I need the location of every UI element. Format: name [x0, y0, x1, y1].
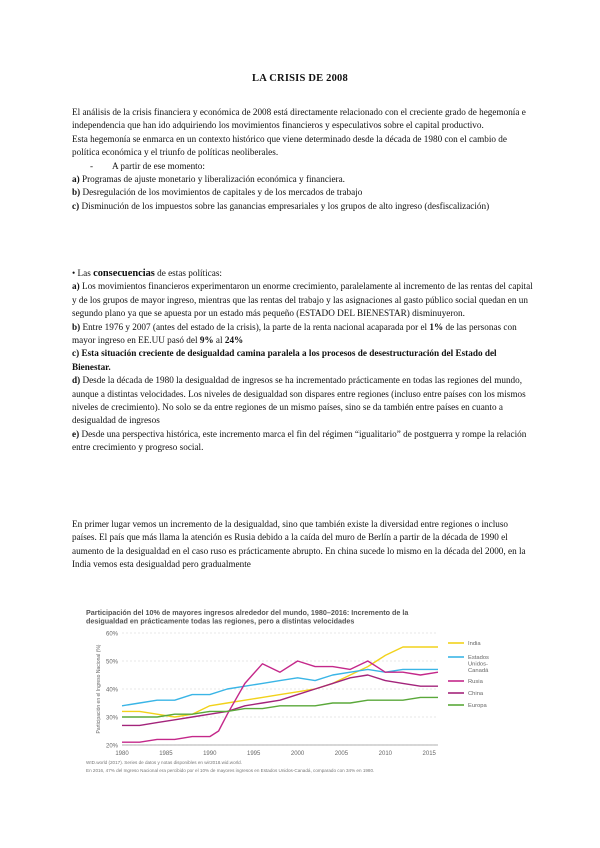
- chart-x-tick-label: 1980: [115, 751, 129, 757]
- chart-series-line-2: [122, 661, 438, 742]
- chart-y-tick-label: 40%: [105, 687, 118, 694]
- item-b-label: b): [72, 187, 81, 198]
- consequence-c: [72, 347, 534, 374]
- consequence-b-text-2: de las personas con mayor ingreso en EE.UU pasó del: [72, 321, 517, 346]
- consequence-d-text: Desde la década de 1980 la desigualdad de ingresos se ha incrementado prácticamente en todas las regiones del mundo, aunque a distintas velocidades. Los niveles de desigualdad son dispares entre regiones (incluso entre países con los mismos niveles de crecimiento). No solo se da entre regiones de un mismo países, sino se da también entre países en cuanto a desigualdad de ingresos: [72, 375, 526, 426]
- lead-bold: consecuencias: [93, 268, 155, 279]
- final-paragraph: En primer lugar vemos un incremento de la desigualdad, sino que también existe la diversidad entre regiones o incluso países. El país que más llama la atención es Rusia debido a la caída del muro de Berlín a partir de la década de 1990 el aumento de la desigualdad en el caso ruso es prácticamente abrupto. En china sucede lo mismo en la década del 2000, en la India vemos esta desigualdad pero gradualmente: [72, 519, 526, 570]
- inequality-chart: [86, 607, 540, 779]
- chart-x-tick-label: 2015: [422, 751, 436, 757]
- chart-legend-label: China: [468, 691, 484, 697]
- chart-legend-label: India: [468, 641, 481, 647]
- consequence-d-label: d): [72, 375, 81, 386]
- dash-mark: -: [90, 160, 94, 171]
- intro-section: [72, 106, 534, 213]
- consequence-e: [72, 428, 534, 455]
- consequences-lead: [72, 267, 534, 280]
- chart-y-axis-label: Participación en el Ingreso Nacional (%): [96, 644, 102, 734]
- chart-note: WID.world (2017). Series de datos y notas disponibles en wir2018.wid.world.: [86, 760, 243, 765]
- chart-x-tick-label: 2005: [334, 751, 349, 757]
- document-title: LA CRISIS DE 2008: [252, 73, 348, 84]
- consequence-e-label: e): [72, 428, 80, 439]
- chart-x-tick-label: 1995: [246, 751, 261, 757]
- item-c-label: c): [72, 200, 80, 211]
- dash-text: A partir de ese momento:: [112, 160, 205, 171]
- consequence-a-text: Los movimientos financieros experimentaron un enorme crecimiento, paralelamente al incremento de las rentas del capital y de los grupos de mayor ingreso, mientras que las rentas del trabajo y las asignaciones al gasto público social quedan en un segundo plano ya que se apuesta por un estado más pequeño (ESTADO DEL BIENESTAR) disminuyeron.: [72, 281, 533, 319]
- consequence-d: [72, 374, 534, 428]
- consequence-c-label: c): [72, 348, 80, 359]
- chart-y-tick-label: 50%: [105, 659, 118, 666]
- consequence-b-text-3: al: [213, 335, 225, 346]
- chart-y-tick-label: 20%: [105, 743, 118, 750]
- intro-item-a: [72, 173, 534, 186]
- chart-legend-label: Rusia: [468, 679, 483, 685]
- consequence-e-text: Desde una perspectiva histórica, este incremento marca el fin del régimen “igualitario” de postguerra y rompe la relación entre crecimiento y progreso social.: [72, 428, 527, 453]
- consequence-b-bold-3: 24%: [224, 335, 244, 346]
- item-c-text: Disminución de los impuestos sobre las ganancias empresariales y los grupos de alto ingreso (desfiscalización): [79, 200, 490, 211]
- lead-pre: • Las: [72, 268, 94, 278]
- intro-paragraph-2: Esta hegemonía se enmarca en un contexto histórico que viene determinado desde la década de 1980 con el cambio de política económica y el triunfo de políticas neoliberales.: [72, 133, 507, 158]
- final-section: [72, 518, 534, 572]
- item-b-text: Desregulación de los movimientos de capitales y de los mercados de trabajo: [80, 187, 363, 198]
- chart-legend-label: Europa: [468, 703, 487, 709]
- lead-post: de estas políticas:: [154, 268, 222, 278]
- consequence-b-bold-1: 1%: [429, 321, 444, 332]
- consequence-b-bold-2: 9%: [199, 335, 214, 346]
- chart-y-tick-label: 60%: [105, 631, 118, 638]
- consequence-b-text-1: Entre 1976 y 2007 (antes del estado de la crisis), la parte de la renta nacional acaparada por el: [80, 321, 430, 332]
- chart-x-tick-label: 1985: [159, 751, 173, 757]
- consequences-section: [72, 267, 534, 455]
- consequence-b-label: b): [72, 321, 81, 332]
- intro-item-b: [72, 186, 534, 199]
- chart-y-tick-label: 30%: [105, 715, 118, 722]
- item-a-label: a): [72, 174, 80, 185]
- chart-legend-label: Estados Unidos-Canadá: [468, 655, 489, 674]
- chart-x-tick-label: 1990: [203, 751, 217, 757]
- consequence-a-label: a): [72, 281, 80, 292]
- consequence-c-text: Esta situación creciente de desigualdad camina paralela a los procesos de desestructuración del Estado del Bienestar.: [72, 348, 497, 372]
- chart-x-tick-label: 2000: [290, 751, 305, 757]
- chart-x-tick-label: 2010: [378, 751, 393, 757]
- consequence-a: [72, 280, 534, 320]
- item-a-text: Programas de ajuste monetario y liberalización económica y financiera.: [79, 174, 345, 185]
- chart-title: Participación del 10% de mayores ingresos alrededor del mundo, 1980–2016: Incremento de la desigualdad en prácticamente todas las regiones, pero a distintas velocidades: [86, 608, 409, 626]
- intro-item-c: [72, 200, 534, 213]
- intro-dash-item: [72, 160, 534, 173]
- chart-note: En 2016, 47% del Ingreso Nacional era percibido por el 10% de mayores ingresos en Estados Unidos-Canadá, comparado con 34% en 1980.: [86, 768, 375, 773]
- chart-svg: [86, 607, 540, 779]
- consequence-b: [72, 321, 534, 348]
- intro-paragraph-1: El análisis de la crisis financiera y económica de 2008 está directamente relacionado con el creciente grado de hegemonía e independencia que han ido adquiriendo los movimientos financieros y especulativos sobre el capital productivo.: [72, 107, 526, 131]
